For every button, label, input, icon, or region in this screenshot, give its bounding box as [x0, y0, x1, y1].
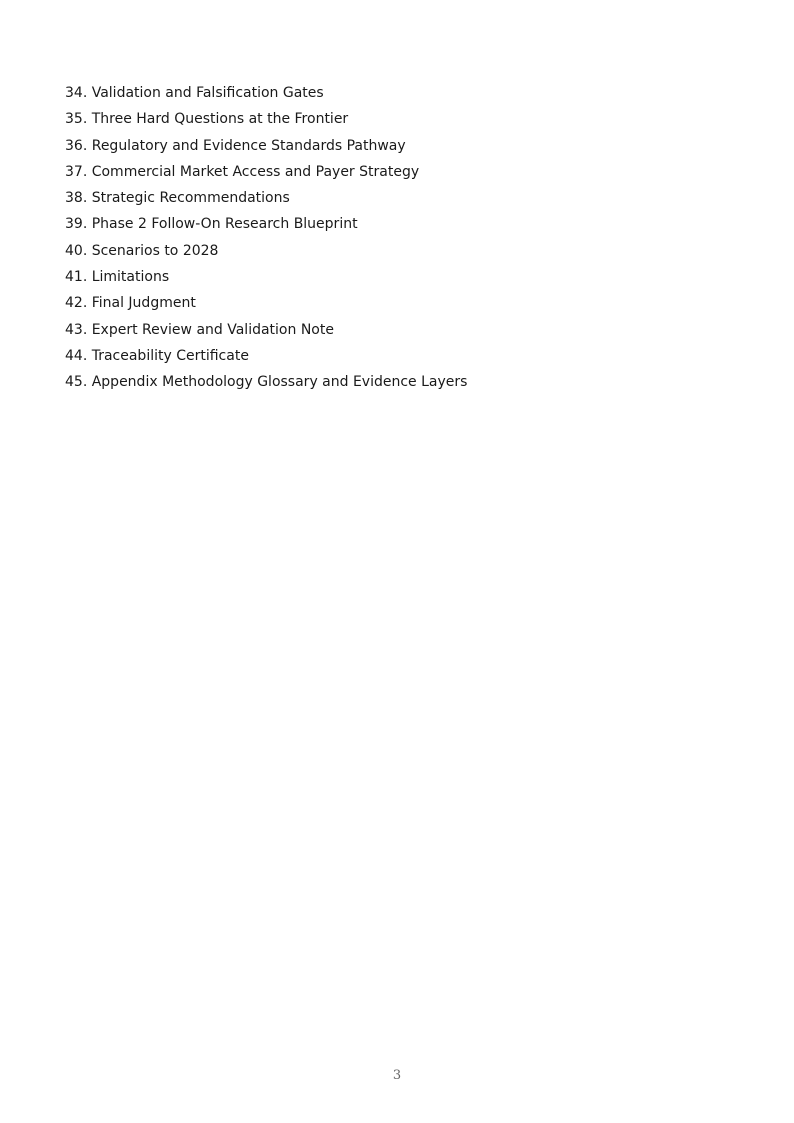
page-number: 3 — [392, 1068, 402, 1083]
toc-entry: 37. Commercial Market Access and Payer Strategy — [65, 163, 420, 180]
toc-entry: 44. Traceability Certificate — [65, 347, 249, 364]
toc-entry: 36. Regulatory and Evidence Standards Pathway — [65, 137, 406, 154]
toc-entry: 35. Three Hard Questions at the Frontier — [65, 111, 349, 128]
toc-entry: 38. Strategic Recommendations — [65, 190, 290, 207]
toc-entry: 40. Scenarios to 2028 — [65, 242, 219, 259]
toc-entry: 41. Limitations — [65, 269, 170, 286]
toc-entry: 34. Validation and Falsification Gates — [65, 85, 324, 101]
table-of-contents — [65, 83, 467, 399]
toc-entry: 45. Appendix Methodology Glossary and Evidence Layers — [65, 374, 468, 391]
toc-entry: 39. Phase 2 Follow-On Research Blueprint — [65, 216, 358, 233]
toc-entry: 43. Expert Review and Validation Note — [65, 321, 334, 338]
toc-entry: 42. Final Judgment — [65, 295, 196, 312]
